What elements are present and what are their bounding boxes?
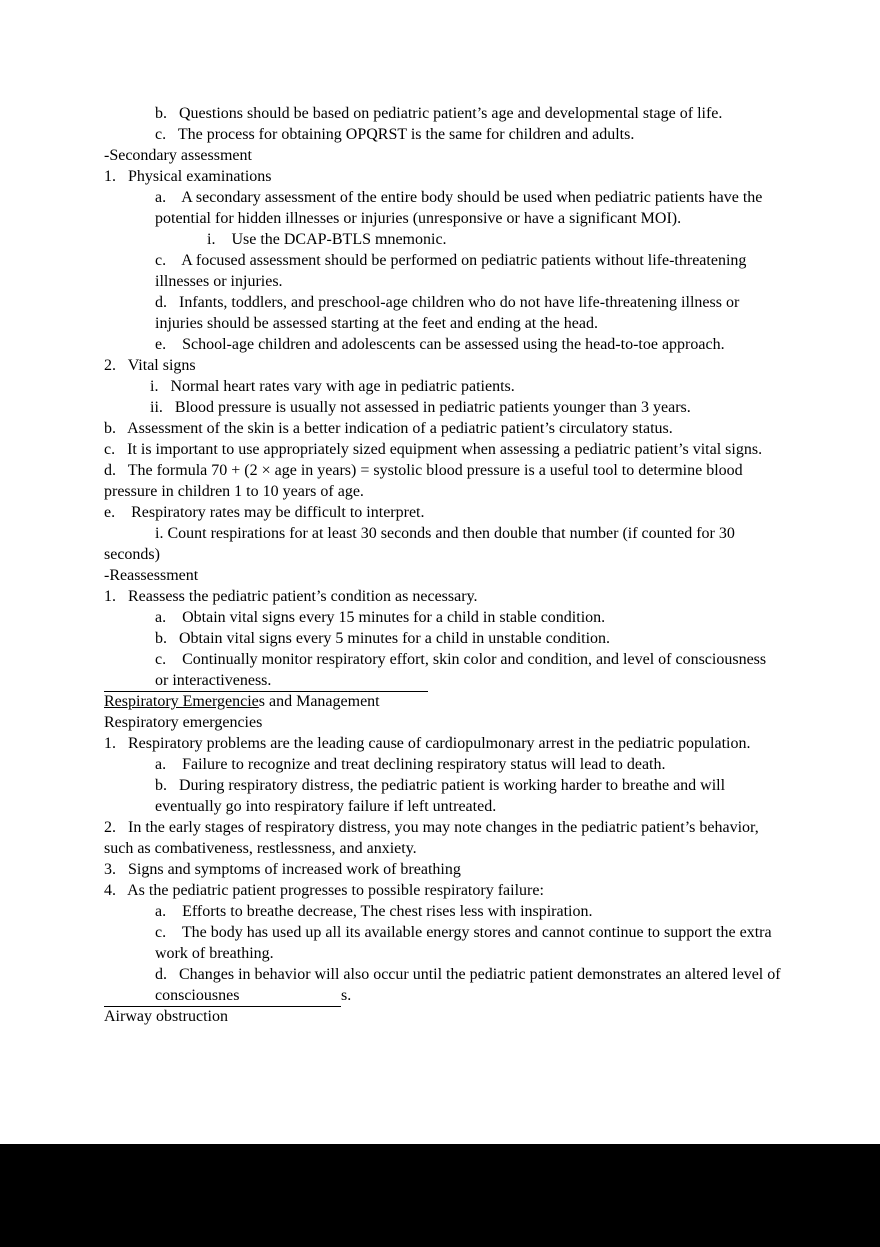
text-segment: s. [341, 987, 352, 1004]
text-line: illnesses or injuries. [155, 273, 283, 290]
text-line: b. Assessment of the skin is a better indication of a pediatric patient’s circulatory status. [104, 420, 673, 437]
text-line: 1. Respiratory problems are the leading cause of cardiopulmonary arrest in the pediatric population. [104, 735, 751, 752]
text-line: c. The body has used up all its available energy stores and cannot continue to support the extra [155, 924, 772, 941]
text-line: c. A focused assessment should be performed on pediatric patients without life-threatening [155, 252, 747, 269]
text-line: Respiratory emergencies [104, 714, 263, 731]
text-line: e. School-age children and adolescents can be assessed using the head-to-toe approach. [155, 336, 725, 353]
text-line: a. Obtain vital signs every 15 minutes for a child in stable condition. [155, 609, 606, 626]
text-line: Airway obstruction [104, 1008, 228, 1025]
text-line: 2. Vital signs [104, 357, 196, 374]
underlined-text: Respiratory Emergencie [104, 693, 259, 710]
text-line: b. Questions should be based on pediatric patient’s age and developmental stage of life. [155, 105, 723, 122]
text-line: a. Efforts to breathe decrease, The chest rises less with inspiration. [155, 903, 593, 920]
text-line: i. Normal heart rates vary with age in pediatric patients. [150, 378, 515, 395]
text-segment: s and Management [258, 693, 380, 710]
text-line [104, 670, 781, 691]
text-line: such as combativeness, restlessness, and anxiety. [104, 840, 417, 857]
text-line: c. Continually monitor respiratory effort, skin color and condition, and level of consciousness [155, 651, 767, 668]
text-line [104, 691, 781, 712]
text-line: work of breathing. [155, 945, 274, 962]
text-line: a. Failure to recognize and treat declining respiratory status will lead to death. [155, 756, 666, 773]
text-line: -Reassessment [104, 567, 199, 584]
text-line: d. Changes in behavior will also occur until the pediatric patient demonstrates an altered level of [155, 966, 781, 983]
text-line: d. Infants, toddlers, and preschool-age children who do not have life-threatening illness or [155, 294, 740, 311]
text-line: -Secondary assessment [104, 147, 252, 164]
text-line: potential for hidden illnesses or injuries (unresponsive or have a significant MOI). [155, 210, 682, 227]
text-line: eventually go into respiratory failure if left untreated. [155, 798, 497, 815]
text-line: b. Obtain vital signs every 5 minutes for a child in unstable condition. [155, 630, 611, 647]
text-line: b. During respiratory distress, the pediatric patient is working harder to breathe and will [155, 777, 726, 794]
text-line: e. Respiratory rates may be difficult to interpret. [104, 504, 425, 521]
text-line: ii. Blood pressure is usually not assessed in pediatric patients younger than 3 years. [150, 399, 691, 416]
text-line: i. Use the DCAP-BTLS mnemonic. [207, 231, 447, 248]
text-line: 2. In the early stages of respiratory distress, you may note changes in the pediatric patient’s behavior, [104, 819, 759, 836]
text-line: 1. Reassess the pediatric patient’s condition as necessary. [104, 588, 478, 605]
text-line: injuries should be assessed starting at the feet and ending at the head. [155, 315, 598, 332]
underlined-text: consciousnes [104, 985, 341, 1007]
text-line [104, 985, 781, 1006]
text-line: i. Count respirations for at least 30 seconds and then double that number (if counted for 30 [155, 525, 735, 542]
text-line: c. It is important to use appropriately sized equipment when assessing a pediatric patient’s vital signs. [104, 441, 763, 458]
bottom-black-bar [0, 1144, 880, 1247]
document-text [104, 103, 781, 1027]
text-line: pressure in children 1 to 10 years of age. [104, 483, 364, 500]
text-line: c. The process for obtaining OPQRST is the same for children and adults. [155, 126, 635, 143]
text-line: seconds) [104, 546, 160, 563]
text-line: a. A secondary assessment of the entire body should be used when pediatric patients have the [155, 189, 763, 206]
text-line: 1. Physical examinations [104, 168, 272, 185]
underlined-text: or interactiveness. [104, 670, 428, 692]
text-line: 3. Signs and symptoms of increased work of breathing [104, 861, 461, 878]
text-line: d. The formula 70 + (2 × age in years) = systolic blood pressure is a useful tool to determine blood [104, 462, 743, 479]
text-line: 4. As the pediatric patient progresses to possible respiratory failure: [104, 882, 544, 899]
